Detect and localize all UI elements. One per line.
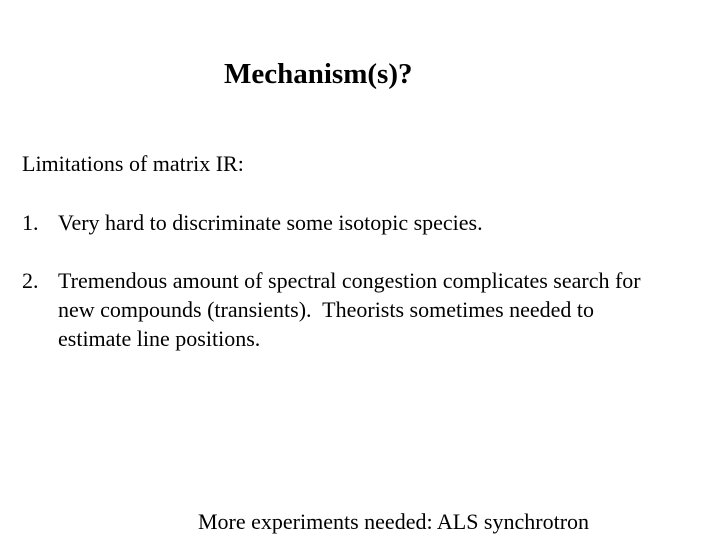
list-item-number: 2.: [22, 268, 39, 293]
footer-note: More experiments needed: ALS synchrotron: [198, 509, 590, 534]
list-item-number: 1.: [22, 210, 39, 235]
list-item-text: Tremendous amount of spectral congestion complicates search for new compounds (transients). Theorists sometimes needed to estimate line positions.: [58, 268, 647, 351]
list-item-text: Very hard to discriminate some isotopic species.: [58, 210, 483, 235]
slide-title: Mechanism(s)?: [224, 58, 413, 90]
intro-text: Limitations of matrix IR:: [22, 151, 244, 176]
